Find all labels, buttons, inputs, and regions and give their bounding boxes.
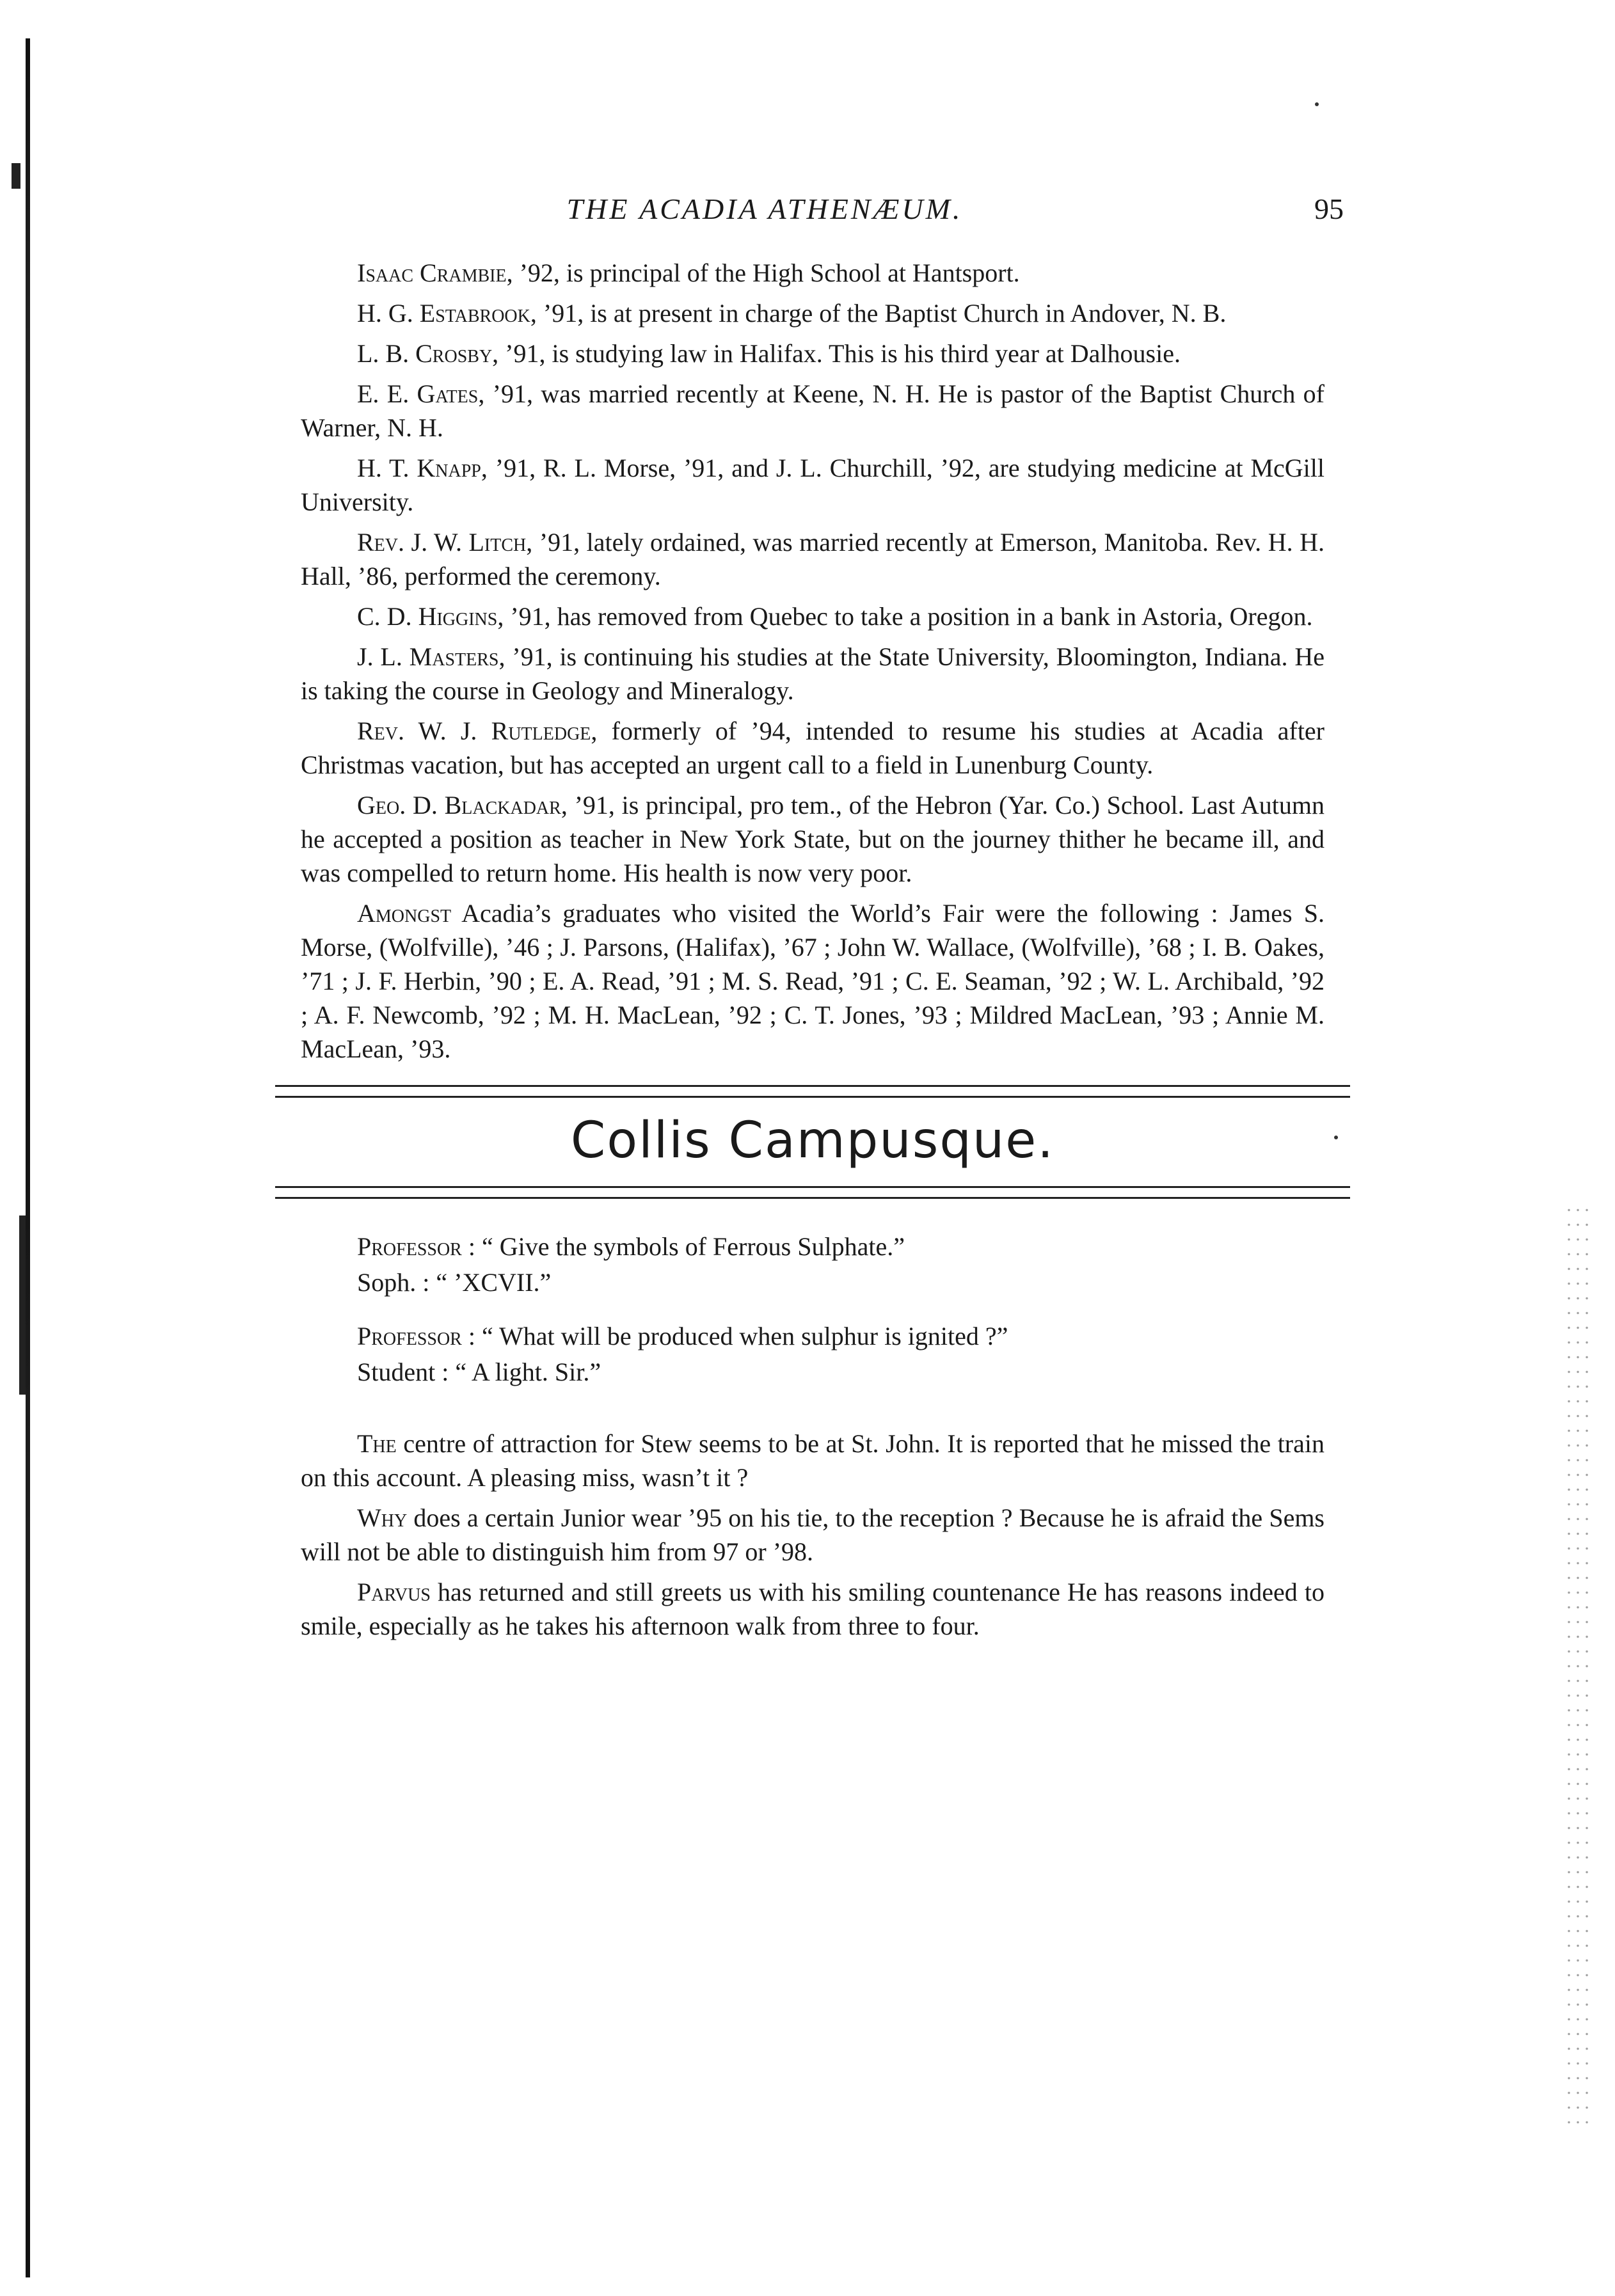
person-name: E. E. Gates bbox=[357, 379, 479, 408]
personal-item bbox=[301, 599, 1325, 633]
running-title: THE ACADIA ATHENÆUM. bbox=[566, 193, 963, 225]
local-item bbox=[301, 1427, 1325, 1494]
personal-item bbox=[301, 788, 1325, 890]
person-name: H. G. Estabrook bbox=[357, 299, 530, 328]
binding-mark bbox=[12, 163, 20, 189]
personal-item bbox=[301, 714, 1325, 782]
local-item bbox=[301, 1575, 1325, 1643]
page-header bbox=[301, 186, 1344, 256]
dialogue-text: “ ’XCVII.” bbox=[429, 1268, 552, 1297]
personal-item bbox=[301, 296, 1325, 330]
dialogue-line bbox=[301, 1320, 1325, 1352]
personal-text: Acadia’s graduates who visited the World’s Fair were the following : James S. Morse, (Wolfville), ’46 ; J. Parsons, (Halifax), ’67 ; John W. Wallace, (Wolfville), ’68 ; I. B. Oakes, ’71 ; J. F. Herbin, ’90 ; E. A. Read, ’91 ; M. S. Read, ’91 ; C. E. Seaman, ’92 ; W. L. Archibald, ’92 ; A. F. Newcomb, ’92 ; M. H. MacLean, ’92 ; C. T. Jones, ’93 ; Mildred MacLean, ’93 ; Annie M. MacLean, ’93. bbox=[301, 899, 1325, 1063]
dialogue-group bbox=[301, 1231, 1325, 1299]
person-name: Rev. J. W. Litch bbox=[357, 528, 527, 557]
personals-section bbox=[301, 256, 1325, 1066]
person-name: C. D. Higgins bbox=[357, 602, 498, 631]
dialogue-text: “ Give the symbols of Ferrous Sulphate.” bbox=[475, 1232, 905, 1261]
section-rule-top bbox=[275, 1085, 1350, 1098]
person-name: Amongst bbox=[357, 899, 452, 928]
personal-item bbox=[301, 640, 1325, 708]
local-item bbox=[301, 1501, 1325, 1569]
personal-item bbox=[301, 377, 1325, 445]
person-name: H. T. Knapp bbox=[357, 454, 481, 482]
binding-mark bbox=[19, 1215, 26, 1395]
personal-text: , formerly of ’94, intended to resume his studies at Acadia after Christmas vacation, but has accepted an urgent call to a field in Lunenburg County. bbox=[301, 717, 1325, 779]
lead-word: The bbox=[357, 1429, 397, 1458]
person-name: J. L. Masters bbox=[357, 642, 499, 671]
dialogue-line bbox=[301, 1267, 1325, 1299]
spacer bbox=[301, 1410, 1325, 1427]
dialogue-line bbox=[301, 1231, 1325, 1263]
lead-word: Why bbox=[357, 1503, 408, 1532]
dialogue-line bbox=[301, 1356, 1325, 1388]
dialogue-group bbox=[301, 1320, 1325, 1388]
personal-text: , ’91, is continuing his studies at the State University, Bloomington, Indiana. He is taking the course in Geology and Mineralogy. bbox=[301, 642, 1325, 705]
binding-edge-line bbox=[26, 38, 30, 2277]
personal-text: , ’91, is at present in charge of the Baptist Church in Andover, N. B. bbox=[530, 299, 1227, 328]
person-name: Geo. D. Blackadar bbox=[357, 791, 561, 819]
personal-item bbox=[301, 336, 1325, 370]
personal-text: , ’91, R. L. Morse, ’91, and J. L. Churchill, ’92, are studying medicine at McGill University. bbox=[301, 454, 1325, 516]
personal-text: , ’91, is principal, pro tem., of the Hebron (Yar. Co.) School. Last Autumn he accepted a position as teacher in New York State, but on the journey thither he became ill, and was compelled to return home. His health is now very poor. bbox=[301, 791, 1325, 887]
personal-item bbox=[301, 525, 1325, 593]
personal-text: , ’92, is principal of the High School at Hantsport. bbox=[506, 258, 1020, 287]
person-name: L. B. Crosby bbox=[357, 339, 493, 368]
speaker: Professor : bbox=[357, 1232, 475, 1261]
section-rule-bottom bbox=[275, 1186, 1350, 1199]
scan-noise bbox=[1564, 1203, 1590, 2130]
personal-item bbox=[301, 451, 1325, 519]
dialogue-section bbox=[301, 1231, 1325, 1388]
locals-section bbox=[301, 1427, 1325, 1643]
local-text: has returned and still greets us with his smiling countenance He has reasons indeed to smile, especially as he takes his afternoon walk from three to four. bbox=[301, 1578, 1325, 1640]
personal-text: , ’91, was married recently at Keene, N. H. He is pastor of the Baptist Church of Warner, N. H. bbox=[301, 379, 1325, 442]
local-text: centre of attraction for Stew seems to be at St. John. It is reported that he missed the train on this account. A pleasing miss, wasn’t it ? bbox=[301, 1429, 1325, 1492]
scan-speck bbox=[1334, 1136, 1338, 1139]
scan-speck bbox=[1315, 102, 1319, 106]
speaker: Professor : bbox=[357, 1322, 475, 1350]
lead-word: Parvus bbox=[357, 1578, 431, 1606]
personal-text: , ’91, is studying law in Halifax. This is his third year at Dalhousie. bbox=[492, 339, 1181, 368]
section-title: Collis Campusque. bbox=[570, 1112, 1055, 1169]
personal-text: , ’91, has removed from Quebec to take a position in a bank in Astoria, Oregon. bbox=[497, 602, 1313, 631]
speaker: Student : bbox=[357, 1358, 449, 1386]
local-text: does a certain Junior wear ’95 on his tie, to the reception ? Because he is afraid the Sems will not be able to distinguish him from 97 or ’98. bbox=[301, 1503, 1325, 1566]
dialogue-text: “ What will be produced when sulphur is ignited ?” bbox=[475, 1322, 1008, 1350]
dialogue-text: “ A light. Sir.” bbox=[449, 1358, 601, 1386]
personal-item bbox=[301, 256, 1325, 290]
personal-text: , ’91, lately ordained, was married recently at Emerson, Manitoba. Rev. H. H. Hall, ’86, performed the ceremony. bbox=[301, 528, 1325, 590]
speaker: Soph. : bbox=[357, 1268, 430, 1297]
page-number: 95 bbox=[1314, 193, 1344, 225]
journal-page bbox=[301, 186, 1344, 1649]
person-name: Isaac Crambie bbox=[357, 258, 507, 287]
person-name: Rev. W. J. Rutledge bbox=[357, 717, 591, 745]
personal-item bbox=[301, 896, 1325, 1066]
